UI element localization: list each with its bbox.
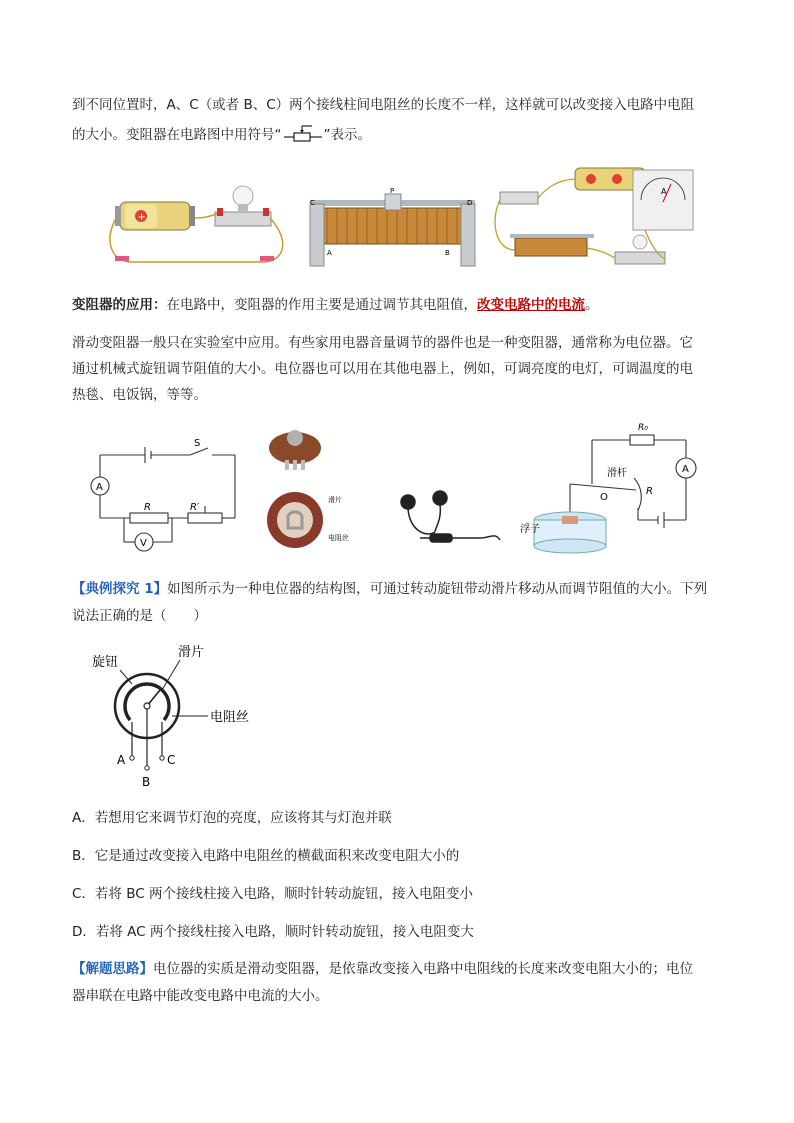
- float-label: 浮子: [520, 524, 540, 535]
- option-c[interactable]: C．若将 BC 两个接线柱接入电路，顺时针转动旋钮，接入电阻变小: [72, 886, 473, 902]
- para2-line-3: 热毯、电饭锅，等等。: [72, 387, 207, 403]
- rheostat-symbol-icon: [282, 125, 324, 143]
- intro-line-2-post: ”表示。: [323, 127, 371, 143]
- terminal-b-label: B: [445, 249, 450, 257]
- meter-a-label: A: [661, 187, 667, 196]
- slider-photo-label: 滑片: [328, 496, 342, 504]
- knob-label: 旋钮: [92, 655, 119, 670]
- option-b[interactable]: B．它是通过改变接入电路中电阻丝的横截面积来改变电阻大小的: [72, 848, 460, 864]
- terminal-b-pot: B: [142, 775, 151, 788]
- slide-rheostat: [310, 187, 475, 266]
- terminal-a-pot: A: [117, 753, 126, 767]
- terminal-c-pot: C: [167, 753, 176, 767]
- application-highlight: 改变电路中的电流: [477, 297, 585, 313]
- solution-line-1: [72, 956, 724, 982]
- intro-line-2-pre: 的大小。变阻器在电路图中用符号“: [72, 127, 282, 143]
- ammeter2-label: A: [682, 464, 689, 475]
- intro-line-2: [72, 122, 724, 148]
- voltmeter-label: V: [140, 538, 147, 549]
- terminal-d-label: D: [467, 199, 473, 207]
- potentiometer-structure-diagram: [80, 638, 280, 788]
- application-text: 在电路中，变阻器的作用主要是通过调节其电阻值，: [166, 297, 477, 313]
- solution-tag: 【解题思路】: [72, 961, 153, 977]
- ammeter-label: A: [96, 482, 103, 493]
- option-d[interactable]: D．若将 AC 两个接线柱接入电路，顺时针转动旋钮，接入电阻变大: [72, 924, 474, 940]
- option-a[interactable]: A．若想用它来调节灯泡的亮度，应该将其与灯泡并联: [72, 810, 392, 826]
- svg-text:+: +: [137, 212, 146, 223]
- terminal-p-label: P: [390, 187, 395, 195]
- slider-label: 滑片: [178, 645, 205, 660]
- r2-label: R: [646, 486, 653, 497]
- para2-line-2: 通过机械式旋钮调节阻值的大小。电位器也可以用在其他电器上，例如，可调亮度的电灯，可调温度的电: [72, 361, 693, 377]
- r0-label: R₀: [638, 423, 648, 433]
- fuel-gauge-diagram: [520, 423, 696, 553]
- example-tag: 【典例探究 1】: [72, 581, 168, 597]
- earphone-photo: [401, 491, 500, 542]
- terminal-c-label: C: [310, 199, 315, 207]
- rheostat-photo-row: [105, 160, 695, 280]
- wire-label: 电阻丝: [210, 710, 250, 725]
- potentiometer-figure-row: [90, 420, 710, 560]
- application-line: [72, 292, 724, 318]
- resistor-label: R: [144, 502, 151, 513]
- rheostat-ammeter-circuit: [495, 168, 693, 264]
- series-circuit-diagram: [100, 447, 235, 542]
- application-end: 。: [585, 297, 599, 313]
- para2-line-1: 滑动变阻器一般只在实验室中应用。有些家用电器音量调节的器件也是一种变阻器，通常称为电位器。它: [72, 335, 693, 351]
- rheostat-label: R′: [190, 502, 200, 513]
- terminal-a-label: A: [327, 249, 332, 257]
- battery-bulb-circuit: [110, 186, 283, 262]
- wire-photo-label: 电阻丝: [328, 534, 349, 542]
- solution-text-1: 电位器的实质是滑动变阻器，是依靠改变接入电路中电阻线的长度来改变电阻大小的；电位: [153, 961, 693, 977]
- example-line-1: [72, 576, 724, 602]
- example-line-2: 说法正确的是（ ）: [72, 608, 207, 624]
- solution-line-2: 器串联在电路中能改变电路中电流的大小。: [72, 988, 329, 1004]
- switch-label: S: [194, 438, 201, 449]
- pivot-label: O: [600, 492, 608, 503]
- rod-label: 滑杆: [607, 468, 627, 479]
- intro-line-1: 到不同位置时，A、C（或者 B、C）两个接线柱间电阻丝的长度不一样，这样就可以改变接入电路中电阻: [72, 97, 695, 113]
- application-label: 变阻器的应用：: [72, 297, 167, 313]
- potentiometer-photos: [267, 430, 349, 548]
- example-text-1: 如图所示为一种电位器的结构图，可通过转动旋钮带动滑片移动从而调节阻值的大小。下列: [167, 581, 708, 597]
